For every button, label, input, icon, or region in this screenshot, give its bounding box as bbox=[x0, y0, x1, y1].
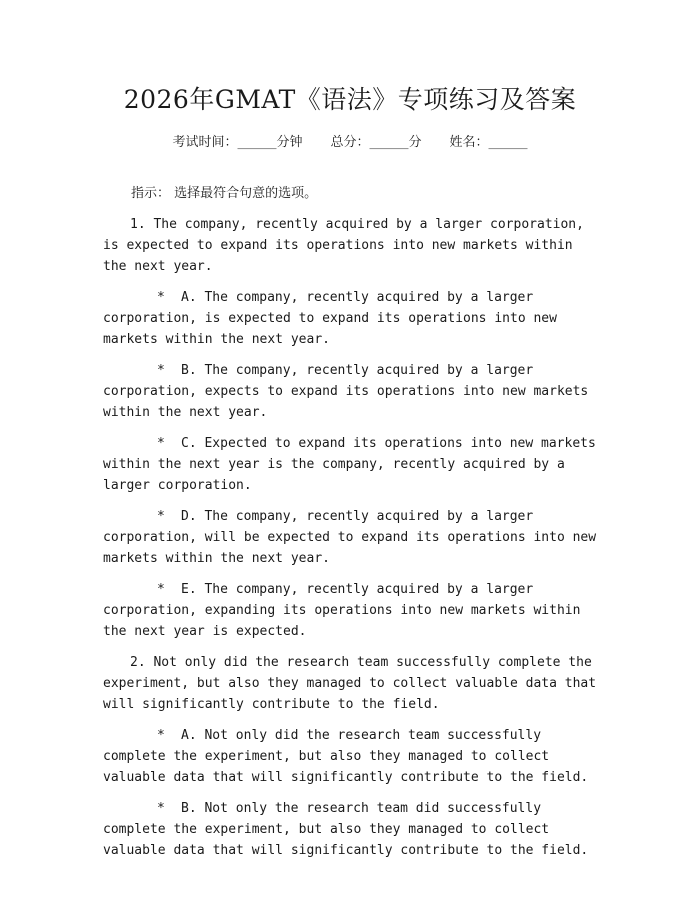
question-option bbox=[103, 360, 603, 423]
question-stem: 1. The company, recently acquired by a larger corporation, is expected to expand its operations into new markets within the next year. bbox=[103, 217, 584, 274]
question-stem: 2. Not only did the research team successfully complete the experiment, but also they managed to collect valuable data that will significantly contribute to the field. bbox=[103, 655, 597, 712]
exam-name: 姓名：______ bbox=[449, 135, 528, 150]
question-option bbox=[103, 506, 603, 569]
page-title: 2026年GMAT《语法》专项练习及答案 bbox=[123, 85, 577, 114]
bullet-marker: * bbox=[157, 363, 165, 378]
option-text: B. Not only the research team did successfully complete the experiment, but also they managed to collect valuable data that will significantly contribute to the field. bbox=[103, 801, 589, 858]
question-option bbox=[103, 798, 603, 861]
bullet-marker: * bbox=[157, 436, 165, 451]
option-text: A. The company, recently acquired by a larger corporation, is expected to expand its operations into new markets within the next year. bbox=[103, 290, 557, 347]
option-text: C. Expected to expand its operations into new markets within the next year is the company, recently acquired by a larger corporation. bbox=[103, 436, 596, 493]
option-text: E. The company, recently acquired by a larger corporation, expanding its operations into new markets within the next year is expected. bbox=[103, 582, 581, 639]
bullet-marker: * bbox=[157, 509, 165, 524]
question-option bbox=[103, 579, 603, 642]
bullet-marker: * bbox=[157, 290, 165, 305]
option-text: B. The company, recently acquired by a larger corporation, expects to expand its operations into new markets within the next year. bbox=[103, 363, 589, 420]
exam-score: 总分：______分 bbox=[330, 135, 422, 150]
exam-meta bbox=[0, 131, 700, 150]
question-option bbox=[103, 725, 603, 788]
instruction: 指示： 选择最符合句意的选项。 bbox=[131, 186, 318, 201]
bullet-marker: * bbox=[157, 728, 165, 743]
content-body bbox=[103, 183, 603, 871]
bullet-marker: * bbox=[157, 582, 165, 597]
bullet-marker: * bbox=[157, 801, 165, 816]
question-option bbox=[103, 287, 603, 350]
exam-time: 考试时间：______分钟 bbox=[172, 135, 303, 150]
option-text: A. Not only did the research team successfully complete the experiment, but also they managed to collect valuable data that will significantly contribute to the field. bbox=[103, 728, 589, 785]
option-text: D. The company, recently acquired by a larger corporation, will be expected to expand its operations into new markets within the next year. bbox=[103, 509, 597, 566]
question-option bbox=[103, 433, 603, 496]
